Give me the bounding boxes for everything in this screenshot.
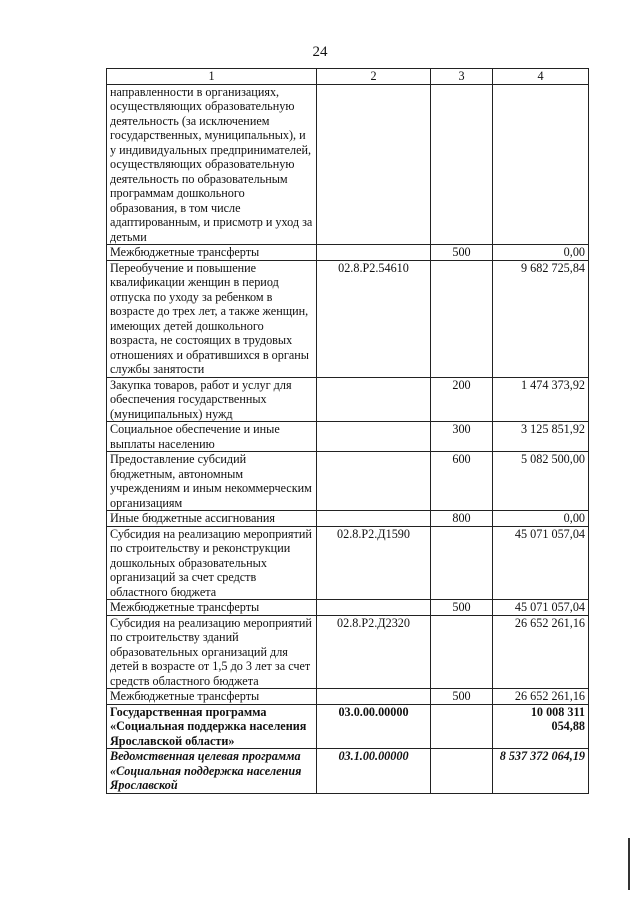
table-row	[107, 689, 589, 705]
row-expense-type	[431, 704, 493, 749]
budget-table	[106, 68, 589, 794]
page-number: 24	[312, 44, 328, 60]
row-code	[317, 511, 431, 527]
row-amount	[493, 84, 589, 245]
row-name: Субсидия на реализацию мероприятий по строительству и реконструкции дошкольных образовательных организаций за счет средств областного бюджета	[107, 526, 317, 600]
row-expense-type: 500	[431, 245, 493, 261]
row-name: направленности в организациях, осуществляющих образовательную деятельность (за исключением государственных, муниципальных), и у индивидуальных предпринимателей, осуществляющих образовательную деятельность по образовательным программам дошкольного образования, в том числе адаптированным, и присмотр и уход за детьми	[107, 84, 317, 245]
row-expense-type: 300	[431, 422, 493, 452]
row-code: 03.1.00.00000	[317, 749, 431, 794]
row-amount: 26 652 261,16	[493, 615, 589, 689]
row-code	[317, 245, 431, 261]
row-expense-type	[431, 260, 493, 377]
row-expense-type: 500	[431, 689, 493, 705]
margin-mark	[628, 838, 630, 890]
row-code	[317, 452, 431, 511]
table-row	[107, 526, 589, 600]
row-name: Ведомственная целевая программа «Социальная поддержка населения Ярославской	[107, 749, 317, 794]
row-amount: 0,00	[493, 511, 589, 527]
row-code	[317, 689, 431, 705]
row-expense-type: 200	[431, 377, 493, 422]
row-expense-type	[431, 526, 493, 600]
row-expense-type: 600	[431, 452, 493, 511]
row-code: 02.8.Р2.Д1590	[317, 526, 431, 600]
row-code	[317, 600, 431, 616]
row-name: Социальное обеспечение и иные выплаты населению	[107, 422, 317, 452]
row-amount: 45 071 057,04	[493, 600, 589, 616]
row-amount: 3 125 851,92	[493, 422, 589, 452]
table-row-subprogram	[107, 749, 589, 794]
table-row	[107, 245, 589, 261]
table-row	[107, 377, 589, 422]
table-row-program	[107, 704, 589, 749]
row-expense-type: 800	[431, 511, 493, 527]
row-amount: 10 008 311 054,88	[493, 704, 589, 749]
row-amount: 1 474 373,92	[493, 377, 589, 422]
row-expense-type	[431, 749, 493, 794]
table-row	[107, 600, 589, 616]
header-col-2: 2	[317, 69, 431, 85]
row-name: Межбюджетные трансферты	[107, 245, 317, 261]
table-header-row	[107, 69, 589, 85]
table-row	[107, 84, 589, 245]
row-code	[317, 422, 431, 452]
row-amount: 9 682 725,84	[493, 260, 589, 377]
row-expense-type	[431, 84, 493, 245]
row-name: Переобучение и повышение квалификации женщин в период отпуска по уходу за ребенком в возрасте до трех лет, а также женщин, имеющих детей дошкольного возраста, не состоящих в трудовых отношениях и обратившихся в органы службы занятости	[107, 260, 317, 377]
row-code: 02.8.Р2.Д2320	[317, 615, 431, 689]
row-code: 03.0.00.00000	[317, 704, 431, 749]
row-name: Государственная программа «Социальная поддержка населения Ярославской области»	[107, 704, 317, 749]
row-name: Межбюджетные трансферты	[107, 689, 317, 705]
row-name: Межбюджетные трансферты	[107, 600, 317, 616]
row-amount: 45 071 057,04	[493, 526, 589, 600]
row-name: Закупка товаров, работ и услуг для обеспечения государственных (муниципальных) нужд	[107, 377, 317, 422]
table-row	[107, 422, 589, 452]
row-code	[317, 84, 431, 245]
row-expense-type: 500	[431, 600, 493, 616]
row-code: 02.8.Р2.54610	[317, 260, 431, 377]
header-col-4: 4	[493, 69, 589, 85]
row-name: Субсидия на реализацию мероприятий по строительству зданий образовательных организаций для детей в возрасте от 1,5 до 3 лет за счет средств областного бюджета	[107, 615, 317, 689]
table-row	[107, 260, 589, 377]
row-amount: 5 082 500,00	[493, 452, 589, 511]
table-row	[107, 615, 589, 689]
row-amount: 26 652 261,16	[493, 689, 589, 705]
row-name: Предоставление субсидий бюджетным, автономным учреждениям и иным некоммерческим организациям	[107, 452, 317, 511]
header-col-1: 1	[107, 69, 317, 85]
row-amount: 0,00	[493, 245, 589, 261]
table-row	[107, 452, 589, 511]
row-amount: 8 537 372 064,19	[493, 749, 589, 794]
row-name: Иные бюджетные ассигнования	[107, 511, 317, 527]
table-row	[107, 511, 589, 527]
header-col-3: 3	[431, 69, 493, 85]
row-expense-type	[431, 615, 493, 689]
row-code	[317, 377, 431, 422]
